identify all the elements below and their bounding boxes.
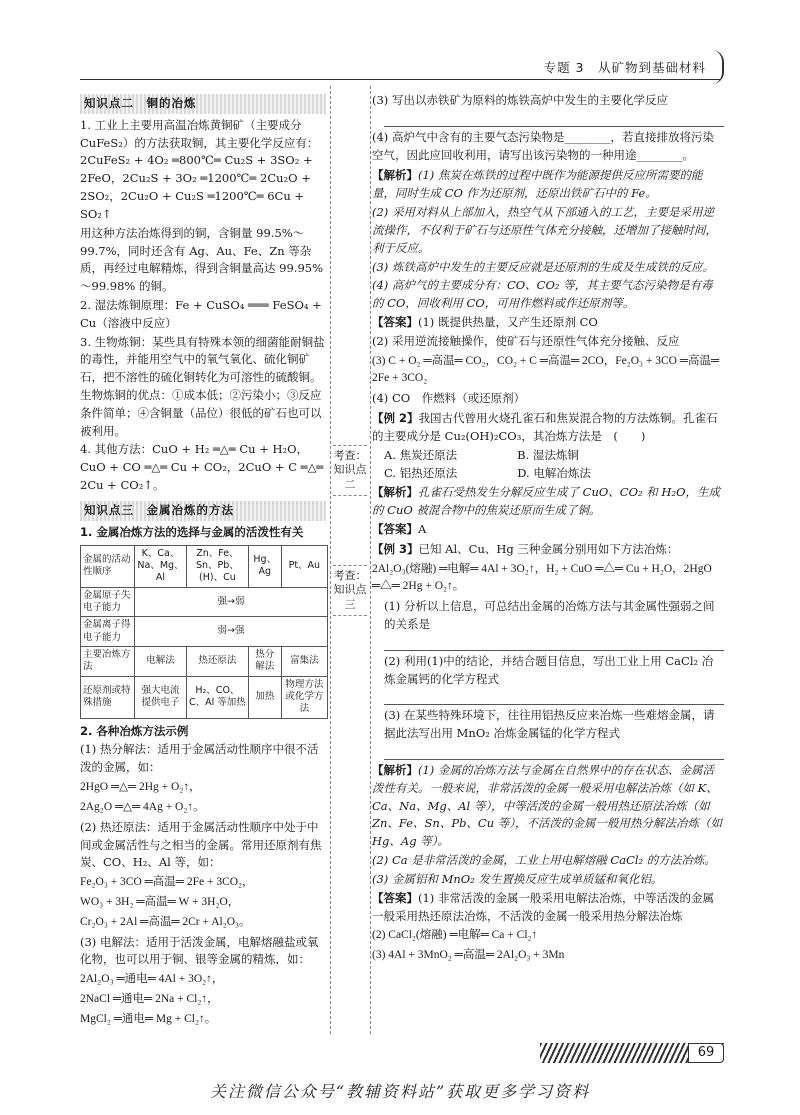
equation: 2NaCl ═通电═ 2Na + Cl₂↑， <box>80 993 219 1005</box>
example-3-text: 已知 Al、Cu、Hg 三种金属分别用如下方法冶炼： <box>418 541 679 556</box>
option-c: C. 铝热还原法 <box>384 466 458 481</box>
option-b: B. 湿法炼铜 <box>517 447 579 462</box>
table-cell: Zn、Fe、Sn、Pb、(H)、Cu <box>186 545 248 587</box>
page-number: 69 <box>688 1043 724 1063</box>
example-2-text: 我国古代曾用火烧孔雀石和焦炭混合物的方法炼铜。孔雀石的主要成分是 Cu₂(OH)₂CO₃，其冶炼方法是 ( ) <box>372 411 718 443</box>
answer-blank-line <box>384 745 724 760</box>
table-row <box>81 617 328 647</box>
answer-text: (4) CO 作燃料（或还原剂） <box>372 391 526 406</box>
question-4: (4) 高炉气中含有的主要气态污染物是________，若直接排放将污染空气，因此应回收利用，请写出该污染物的一种用途________。 <box>372 129 714 162</box>
table-cell: 加热 <box>248 676 281 718</box>
table-cell: 还原剂或特殊措施 <box>81 676 135 718</box>
question-3: (3) 写出以赤铁矿为原料的炼铁高炉中发生的主要化学反应 <box>372 93 668 107</box>
table-row <box>81 587 328 617</box>
table-cell: 强→弱 <box>135 587 328 617</box>
method-thermal-decomposition: (1) 热分解法：适用于金属活动性顺序中很不活泼的金属，如： <box>80 742 319 775</box>
header-title: 专题 3 从矿物到基础材料 <box>543 60 706 75</box>
answer-label: 【答案】 <box>372 521 418 536</box>
section-title-copper: 知识点二 铜的冶炼 <box>80 94 326 114</box>
kc-label-point2: 考查：知识点二 <box>333 445 367 496</box>
equation: Cr₂O₃ + 2Al ═高温═ 2Cr + Al₂O₃。 <box>80 915 251 928</box>
analysis-label: 【解析】 <box>372 485 418 500</box>
column-divider-left <box>330 86 331 1034</box>
answer-text: A <box>418 521 427 536</box>
example-3-equations: 2Al₂O₃(熔融) ═电解═ 4Al + 3O₂↑，H₂ + CuO ═△═ Cu + H₂O，2HgO ═△═ 2Hg + O₂↑。 <box>372 562 712 593</box>
table-cell: H₂、CO、C、Al 等加热 <box>186 676 248 718</box>
table-cell: 金属原子失电子能力 <box>81 587 135 617</box>
equation: WO₃ + 3H₂ ═高温═ W + 3H₂O， <box>80 895 240 908</box>
section-title-metal-smelting: 知识点三 金属冶炼的方法 <box>80 501 326 521</box>
method-thermal-reduction: (2) 热还原法：适用于金属活动性顺序中处于中间或金属活性与之相当的金属。常用还原剂有焦炭、CO、H₂、Al 等，如： <box>80 819 322 870</box>
analysis-text: (1) 焦炭在炼铁的过程中既作为能源提供反应所需要的能量，同时生成 CO 作为还原剂，还原出铁矿石中的 Fe。 <box>372 168 703 201</box>
equation: Fe₂O₃ + 3CO ═高温═ 2Fe + 3CO₂， <box>80 876 254 889</box>
example-2-label: 【例 2】 <box>372 411 419 425</box>
table-cell: 主要冶炼方法 <box>81 646 135 676</box>
header-bracket-decoration <box>712 50 724 84</box>
answer-blank-line <box>384 690 724 705</box>
answer-text: (1) 非常活泼的金属一般采用电解法冶炼，中等活泼的金属一般采用热还原法冶炼，不活泼的金属一般采用热分解法冶炼 <box>372 890 714 923</box>
copper-method-1: 1. 工业上主要用高温冶炼黄铜矿（主要成分CuFeS₂）的方法获取铜，其主要化学反应有：2CuFeS₂ + 4O₂ ═800℃═ Cu₂S + 3SO₂ + 2FeO，2Cu₂S + 3O₂ ═1200℃═ 2Cu₂O + 2SO₂，2Cu₂O + Cu₂S ═1200℃═ 6Cu + SO₂↑ <box>80 117 319 221</box>
table-cell: 金属的活动性顺序 <box>81 545 135 587</box>
option-d: D. 电解冶炼法 <box>517 466 591 481</box>
table-cell: 强大电流提供电子 <box>135 676 187 718</box>
answer-blank-line <box>384 636 724 651</box>
table-row <box>81 646 328 676</box>
option-a: A. 焦炭还原法 <box>384 447 458 462</box>
equation: MgCl₂ ═通电═ Mg + Cl₂↑。 <box>80 1012 217 1025</box>
copper-method-2: 2. 湿法炼铜原理：Fe + CuSO₄ ═══ FeSO₄ + Cu（溶液中反应） <box>80 297 322 330</box>
table-cell: 弱→强 <box>135 617 328 647</box>
example-3-question-3: (3) 在某些特殊环境下，往往用铝热反应来冶炼一些难熔金属，请据此法写出用 MnO₂ 冶炼金属锰的化学方程式 <box>384 708 715 741</box>
answer-text: (2) 采用逆流接触操作，使矿石与还原性气体充分接触、反应 <box>372 333 680 348</box>
table-cell: Pt、Au <box>281 545 327 587</box>
table-row <box>81 545 328 587</box>
copper-method-1-detail: 用这种方法冶炼得到的铜，含铜量 99.5%～99.7%，同时还含有 Ag、Au、Fe、Zn 等杂质，再经过电解精炼，得到含铜量高达 99.95%～99.98% 的铜。 <box>80 225 324 294</box>
footer-note: 关注微信公众号“教辅资料站”获取更多学习资料 <box>209 1082 591 1101</box>
right-column <box>372 92 724 967</box>
answer-label: 【答案】 <box>372 890 418 905</box>
table-cell: K、Ca、Na、Mg、Al <box>135 545 187 587</box>
table-cell: 金属离子得电子能力 <box>81 617 135 647</box>
answer-equation: (2) CaCl₂(熔融) ═电解═ Ca + Cl₂↑ <box>372 929 538 942</box>
table-cell: 热还原法 <box>186 646 248 676</box>
metal-smelting-table <box>80 545 328 719</box>
analysis-text: (3) 炼铁高炉中发生的主要反应就是还原剂的生成及生成铁的反应。 <box>372 259 714 274</box>
example-3-label: 【例 3】 <box>372 541 419 556</box>
answer-text: (1) 既提供热量，又产生还原剂 CO <box>418 314 598 329</box>
analysis-label: 【解析】 <box>372 168 418 183</box>
answer-equation: (3) C + O₂ ═高温═ CO₂，CO₂ + C ═高温═ 2CO，Fe₂O₃ + 3CO ═高温═ 2Fe + 3CO₂ <box>372 354 720 385</box>
table-cell: 物理方法或化学方法 <box>281 676 327 718</box>
answer-label: 【答案】 <box>372 314 418 329</box>
method-electrolysis: (3) 电解法：适用于活泼金属，电解熔融盐或氧化物，也可以用于铜、银等金属的精炼，如： <box>80 934 319 967</box>
page-number-bar <box>540 1043 724 1063</box>
left-column <box>80 92 326 1031</box>
analysis-text: (3) 金属铝和 MnO₂ 发生置换反应生成单质锰和氧化铝。 <box>372 871 663 886</box>
column-divider-right <box>370 86 371 1034</box>
analysis-text: (2) 采用对料从上部加入，热空气从下部通入的工艺，主要是采用逆流操作，不仅利于矿石与还原性气体充分接触，还增加了接触时间，利于反应。 <box>372 205 717 255</box>
analysis-label: 【解析】 <box>372 763 418 777</box>
copper-method-3: 3. 生物炼铜：某些具有特殊本领的细菌能耐铜盐的毒性，并能用空气中的氧气氧化、硫化铜矿石，把不溶性的硫化铜转化为可溶性的硫酸铜。生物炼铜的优点：①成本低；②污染小；③反应条件简单；④含铜量（品位）很低的矿石也可以被利用。 <box>80 334 325 438</box>
equation: 2Al₂O₃ ═通电═ 4Al + 3O₂↑， <box>80 973 224 986</box>
kc-label-point3: 考查：知识点三 <box>333 565 367 616</box>
page-header <box>80 54 720 80</box>
table-cell: 富集法 <box>281 646 327 676</box>
example-3-question-1: (1) 分析以上信息，可总结出金属的冶炼方法与其金属性强弱之间的关系是 <box>384 599 715 631</box>
copper-method-4: 4. 其他方法：CuO + H₂ ═△═ Cu + H₂O，CuO + CO ═△═ Cu + CO₂，2CuO + C ═△═ 2Cu + CO₂↑。 <box>80 442 324 493</box>
analysis-text: (1) 金属的冶炼方法与金属在自然界中的存在状态、金属活泼性有关。一般来说，非常活泼的金属一般采用电解法冶炼（如 K、Ca、Na、Mg、Al 等），中等活泼的金属一般用热还原法冶炼（如 Zn、Fe、Sn、Pb、Cu 等），不活泼的金属一般用热分解法冶炼（如 Hg、Ag 等）。 <box>372 763 723 849</box>
analysis-text: 孔雀石受热发生分解反应生成了 CuO、CO₂ 和 H₂O，生成的 CuO 被混合物中的焦炭还原而生成了铜。 <box>372 485 721 518</box>
subsection-2: 2. 各种冶炼方法示例 <box>80 723 189 738</box>
equation: 2HgO ═△═ 2Hg + O₂↑， <box>80 781 201 794</box>
analysis-text: (4) 高炉气的主要成分有：CO、CO₂ 等，其主要气态污染物是有毒的 CO，回收利用 CO，可用作燃料或作还原剂等。 <box>372 278 713 311</box>
analysis-text: (2) Ca 是非常活泼的金属，工业上用电解熔融 CaCl₂ 的方法冶炼。 <box>372 853 716 868</box>
equation: 2Ag₂O ═△═ 4Ag + O₂↑。 <box>80 800 205 813</box>
answer-equation: (3) 4Al + 3MnO₂ ═高温═ 2Al₂O₃ + 3Mn <box>372 949 565 962</box>
table-row <box>81 676 328 718</box>
answer-blank-line <box>384 112 724 127</box>
subsection-1: 1. 金属冶炼方法的选择与金属的活泼性有关 <box>80 524 304 539</box>
table-cell: Hg、Ag <box>248 545 281 587</box>
table-cell: 电解法 <box>135 646 187 676</box>
example-3-question-2: (2) 利用(1)中的结论，并结合题目信息，写出工业上用 CaCl₂ 冶炼金属钙的化学方程式 <box>384 653 714 686</box>
table-cell: 热分解法 <box>248 646 281 676</box>
